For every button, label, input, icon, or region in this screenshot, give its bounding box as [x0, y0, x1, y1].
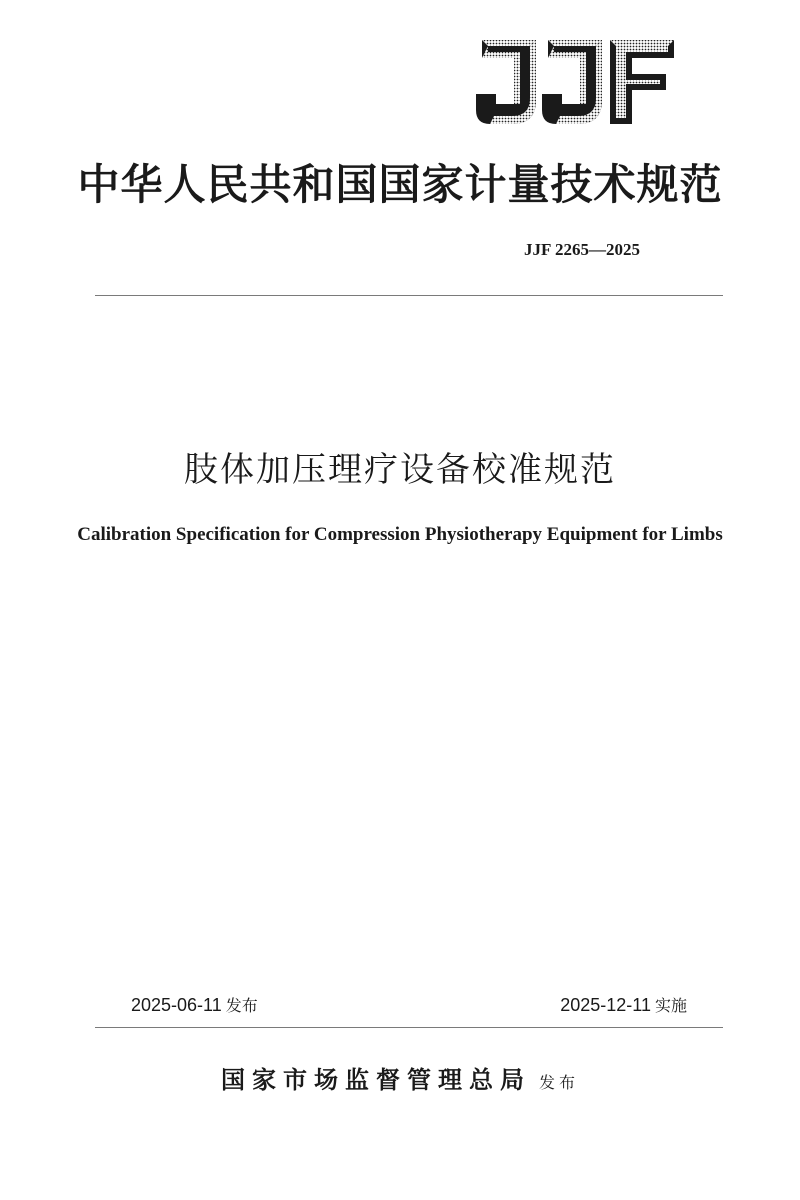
issuer-line: [0, 1060, 800, 1095]
top-divider: [95, 295, 723, 296]
issue-date-line: [131, 993, 258, 1016]
effective-date-line: [560, 993, 687, 1016]
standard-type-title: 中华人民共和国国家计量技术规范: [77, 160, 723, 209]
bottom-divider: [95, 1027, 723, 1028]
issue-date: 2025-06-11: [131, 995, 222, 1015]
jjf-standard-logo-icon: [474, 36, 676, 128]
standard-number: JJF 2265—2025: [523, 240, 640, 259]
effective-date: 2025-12-11: [560, 995, 651, 1015]
issue-label: 发布: [225, 996, 258, 1015]
document-title-en: Calibration Specification for Compression Physiotherapy Equipment for Limbs: [77, 524, 723, 545]
issuer-name: 国家市场监督管理总局: [220, 1066, 531, 1094]
effective-label: 实施: [654, 996, 687, 1015]
document-title-cn: 肢体加压理疗设备校准规范: [184, 450, 616, 490]
issuer-action: 发布: [538, 1073, 579, 1092]
